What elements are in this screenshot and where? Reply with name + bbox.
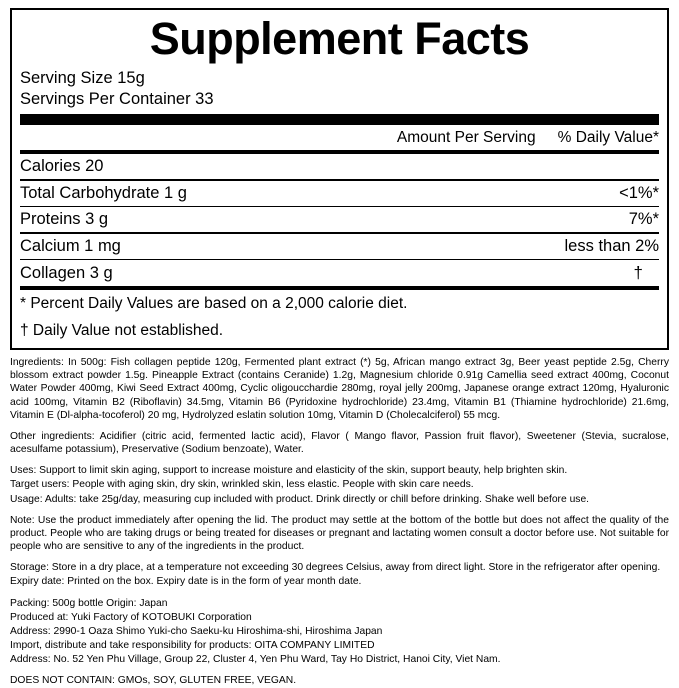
fine-print-section: [10, 356, 669, 688]
nutrient-daily-value: 7%*: [628, 210, 659, 229]
nutrient-name: Proteins 3 g: [20, 210, 109, 229]
produced-at-text: Produced at: Yuki Factory of KOTOBUKI Corporation: [10, 611, 252, 623]
usage-text: Usage: Adults: take 25g/day, measuring cup included with product. Drink directly or chill before drinking. Shake well before use.: [10, 493, 590, 505]
header-amount-per-serving: Amount Per Serving: [396, 129, 536, 147]
nutrient-name: Total Carbohydrate 1 g: [20, 183, 187, 202]
servings-per-container: Servings Per Container 33: [20, 89, 214, 108]
other-ingredients-text: Other ingredients: Acidifier (citric acid, fermented lactic acid), Flavor ( Mango flavor, Passion fruit flavor), Sweetener (Stevia, sucralose, acesulfame potassium), Preservative (Sodium benzoate), Water.: [10, 430, 669, 456]
packing-text: Packing: 500g bottle Origin: Japan: [10, 597, 168, 609]
panel-title: Supplement Facts: [149, 13, 530, 64]
supplement-facts-label: [0, 8, 679, 688]
importer-text: Import, distribute and take responsibility for products: OITA COMPANY LIMITED: [10, 640, 375, 652]
footnote-percent-daily-value: * Percent Daily Values are based on a 2,000 calorie diet.: [20, 295, 408, 313]
table-row: [20, 260, 659, 286]
table-row: [20, 207, 659, 232]
uses-text: Uses: Support to limit skin aging, support to increase moisture and elasticity of the skin, support beauty, help brighten skin.: [10, 465, 568, 477]
nutrient-name: Calcium 1 mg: [20, 236, 121, 255]
nutrient-daily-value: <1%*: [619, 183, 659, 202]
address-japan-text: Address: 2990-1 Oaza Shimo Yuki-cho Saeku-ku Hiroshima-shi, Hiroshima Japan: [10, 625, 383, 637]
table-row: [20, 154, 659, 179]
header-daily-value: % Daily Value*: [557, 129, 659, 147]
target-users-text: Target users: People with aging skin, dry skin, wrinkled skin, less elastic. People with skin care needs.: [10, 479, 474, 491]
table-row: [20, 181, 659, 206]
nutrient-name: Collagen 3 g: [20, 264, 113, 283]
footnote-daily-value-not-established: † Daily Value not established.: [20, 322, 224, 340]
nutrient-name: Calories 20: [20, 157, 104, 176]
note-text: Note: Use the product immediately after opening the lid. The product may settle at the bottom of the bottle but does not affect the quality of the product. People who are taking drugs or being treated for diseases or pregnant and lactating women consult a doctor before use. Not suitable for people who are sensitive to any of the ingredients in the product.: [10, 514, 669, 553]
table-header-row: [20, 125, 659, 150]
serving-size: Serving Size 15g: [20, 68, 145, 87]
nutrient-daily-value: †: [633, 263, 643, 283]
does-not-contain-text: DOES NOT CONTAIN: GMOs, SOY, GLUTEN FREE, VEGAN.: [10, 675, 297, 687]
expiry-text: Expiry date: Printed on the box. Expiry date is in the form of year month date.: [10, 576, 362, 588]
address-vietnam-text: Address: No. 52 Yen Phu Village, Group 22, Cluster 4, Yen Phu Ward, Tay Ho District, Hanoi City, Viet Nam.: [10, 654, 501, 666]
supplement-facts-panel: [10, 8, 669, 350]
table-row: [20, 234, 659, 259]
thick-divider: [20, 114, 659, 125]
ingredients-text: Ingredients: In 500g: Fish collagen peptide 120g, Fermented plant extract (*) 5g, African mango extract 3g, Beer yeast peptide 2.5g, Cherry blossom extract powder 1.5g. Pineapple Extract (contains Ceranide) 1.2g, Magnesium chloride 0.91g Camellia seed extract 400mg, Coconut Water Powder 400mg, Kiwi Seed Extract 400mg, Cyclic oligoucchardie 280mg, royal jelly 200mg, Japanese orange extract 120mg, Hyaluronic acid 100mg, Vitamin B2 (Riboflavin) 34.5mg, Vitamin B6 (Pyridoxine hydrochloride) 23.4mg, Vitamin B1 (Thiamine hydrochloride) 21.6mg, Vitamin E (Dl-alpha-tocoferol) 20 mg, Hydrolyzed eslatin solution 10mg, Vitamin D (Cholecalciferol) 55 mcg.: [10, 356, 669, 421]
storage-text: Storage: Store in a dry place, at a temperature not exceeding 30 degrees Celsius, away from direct light. Store in the refrigerator after opening.: [10, 562, 661, 574]
nutrient-daily-value: less than 2%: [564, 236, 659, 255]
